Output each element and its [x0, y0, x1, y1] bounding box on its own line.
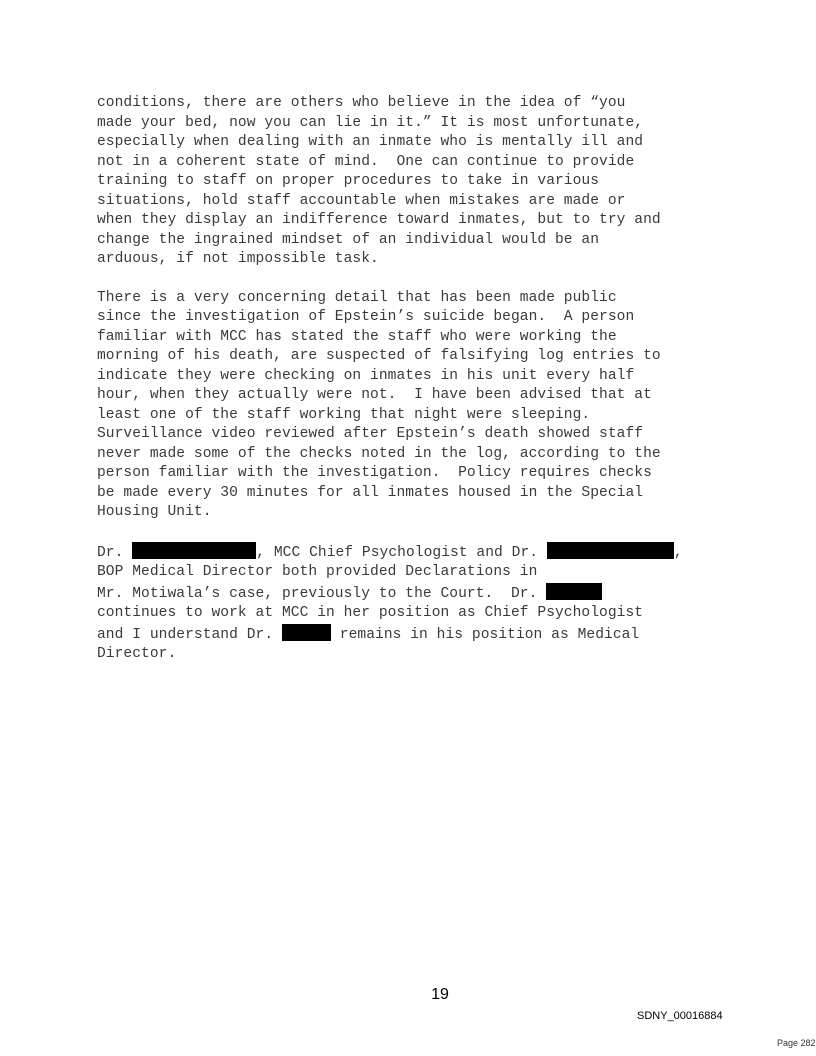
redaction-box	[282, 624, 331, 641]
text-segment: continues to work at MCC in her position as Chief Psychologist and I understand Dr.	[97, 605, 644, 643]
text-segment: Dr.	[97, 544, 133, 561]
redaction-box	[547, 542, 674, 559]
redaction-box	[546, 583, 602, 600]
text-segment: remains in his position as Medical Director.	[97, 626, 640, 662]
paragraph: There is a very concerning detail that has been made public since the investigation of Epstein’s suicide began. A person familiar with MCC has stated the staff who were working the morning of his death, are suspected of falsifying log entries to indicate they were checking on inmates in his unit every half hour, when they actually were not. I have been advised that at least one of the staff working that night were sleeping. Surveillance video reviewed after Epstein’s death showed staff never made some of the checks noted in the log, according to the person familiar with the investigation. Policy requires checks be made every 30 minutes for all inmates housed in the Special Housing Unit.	[97, 289, 661, 520]
text-segment: , BOP Medical Director both provided Declarations in Mr. Motiwala’s case, previously to the Court. Dr.	[97, 544, 683, 602]
page-number: 19	[431, 986, 449, 1003]
paragraph: conditions, there are others who believe in the idea of “you made your bed, now you can lie in it.” It is most unfortunate, especially when dealing with an inmate who is mentally ill and not in a coherent state of mind. One can continue to provide training to staff on proper procedures to take in various situations, hold staff accountable when mistakes are made or when they display an indifference toward inmates, but to try and change the ingrained mindset of an individual would be an arduous, if not impossible task.	[97, 95, 661, 267]
bates-number: SDNY_00016884	[637, 1010, 723, 1022]
redaction-box	[132, 542, 256, 559]
page-label: Page 282	[777, 1038, 816, 1048]
paragraph-with-redactions	[97, 542, 737, 665]
text-segment: , MCC Chief Psychologist and Dr.	[256, 544, 547, 561]
document-body	[97, 94, 737, 665]
